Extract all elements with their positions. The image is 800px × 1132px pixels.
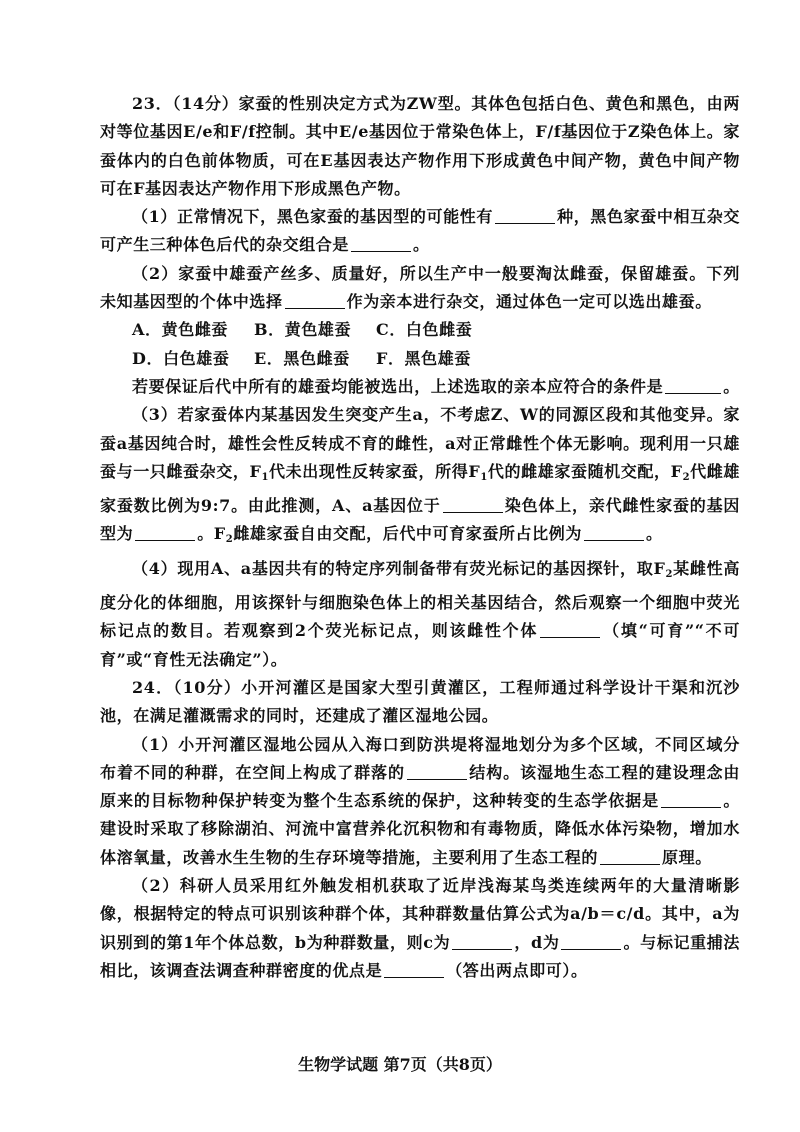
q23-part3-text-f: 。F — [197, 524, 226, 544]
q24-part2-text-a: （2）科研人员采用红外触发相机获取了近岸浅海某鸟类连续两年的大量清晰影像，根据特定的特点可识别该种群个体，其种群数量估算公式为a/b＝c/d。其中，a为识别到的第1年个体总数，b为种群数量，则c为 — [100, 876, 740, 952]
q24-part1-text-d: 原理。 — [662, 847, 712, 867]
q24-part1-text-b: 结构。该湿地生态工程的建设理念由原来的目标物种保护转变为整个生态系统的保护，这种转变的生态学依据是 — [100, 762, 740, 811]
q23-part1-text-a: （1）正常情况下，黑色家蚕的基因型的可能性有 — [132, 207, 494, 227]
answer-blank — [540, 621, 600, 638]
q24-part1-text-c: 。建设时采取了移除湖泊、河流中富营养化沉积物和有毒物质，降低水体污染物，增加水体溶氧量，改善水生生物的生存环境等措施，主要利用了生态工程的 — [100, 791, 740, 867]
answer-blank — [285, 292, 345, 309]
q23-part2-text-b: 作为亲本进行杂交，通过体色一定可以选出雄蚕。 — [346, 292, 712, 312]
answer-blank — [135, 524, 195, 541]
q23-part4-text-b: 某雌性高度分化的体细胞，用该探针与细胞染色体上的相关基因结合，然后观察一个细胞中荧光标记点的数目。若观察到2个荧光标记点，则该雌性个体 — [100, 558, 740, 641]
answer-blank — [495, 207, 555, 224]
q23-part4 — [100, 555, 740, 674]
q24-part2 — [100, 872, 740, 985]
q23-part3-text-h: 。 — [645, 524, 663, 544]
subscript: 1 — [480, 471, 488, 483]
subscript: 2 — [225, 534, 234, 546]
q23-part2-condition — [100, 373, 740, 401]
q23-part3-text-d: 代雌雄家蚕数比例为9:7。由此推测，A、a基因位于 — [100, 461, 740, 516]
q23-part3-text-a: （3）若家蚕体内某基因发生突变产生a，不考虑Z、W的同源区段和其他变异。家蚕a基因纯合时，雄性会性反转成不育的雌性，a对正常雌性个体无影响。现利用一只雄蚕与一只雌蚕杂交，F — [100, 405, 740, 481]
q23-part4-text-c: （填“可育”“不可育”或“育性无法确定”）。 — [100, 621, 740, 669]
q23-part2-text-a: （2）家蚕中雄蚕产丝多、质量好，所以生产中一般要淘汰雌蚕，保留雄蚕。下列未知基因型的个体中选择 — [100, 263, 740, 312]
q24-intro: 24．（10分）小开河灌区是国家大型引黄灌区，工程师通过科学设计干渠和沉沙池，在满足灌溉需求的同时，还建成了灌区湿地公园。 — [100, 677, 740, 726]
answer-blank — [600, 848, 660, 865]
q23-options-row-2 — [100, 345, 740, 373]
answer-blank — [351, 235, 411, 252]
page-footer: 生物学试题 第7页（共8页） — [298, 1055, 502, 1074]
answer-blank — [443, 496, 503, 513]
q24-part2-text-b: ，d为 — [514, 932, 560, 952]
q23-part4-text-a: （4）现用A、a基因共有的特定序列制备带有荧光标记的基因探针，取F — [132, 558, 666, 578]
q23-part3-text-b: 代未出现性反转家蚕，所得F — [269, 461, 481, 481]
option-d: D．白色雄蚕 — [132, 348, 230, 368]
answer-blank — [384, 961, 444, 978]
subscript: 2 — [665, 568, 674, 580]
q24-part2-text-d: （答出两点即可）。 — [446, 960, 588, 980]
q24-part1 — [100, 731, 740, 872]
option-f: F．黑色雄蚕 — [376, 348, 471, 368]
option-c: C．白色雌蚕 — [376, 320, 473, 340]
q23-part1-text-c: 。 — [413, 235, 430, 255]
answer-blank — [407, 763, 467, 780]
page-content — [100, 90, 740, 985]
option-a: A．黄色雌蚕 — [132, 320, 229, 340]
answer-blank — [665, 377, 721, 394]
option-b: B．黄色雄蚕 — [254, 320, 352, 340]
q23-part2-text-d: 。 — [723, 376, 740, 396]
q23-part3-text-g: 雌雄家蚕自由交配，后代中可育家蚕所占比例为 — [233, 524, 582, 544]
q23-intro: 23．（14分）家蚕的性别决定方式为ZW型。其体色包括白色、黄色和黑色，由两对等位基因E/e和F/f控制。其中E/e基因位于常染色体上，F/f基因位于Z染色体上。家蚕体内的白色前体物质，可在E基因表达产物作用下形成黄色中间产物，黄色中间产物可在F基因表达产物作用下形成黑色产物。 — [100, 94, 740, 198]
q24-part2-text-c: 。与标记重捕法相比，该调查法调查种群密度的优点是 — [100, 932, 741, 980]
q23-part1-text-b: 种，黑色家蚕中相互杂交可产生三种体色后代的杂交组合是 — [100, 207, 740, 255]
q23-options-row-1 — [100, 316, 740, 344]
q23-part3 — [100, 401, 740, 554]
option-e: E．黑色雌蚕 — [254, 348, 350, 368]
q23-part2-text-c: 若要保证后代中所有的雄蚕均能被选出，上述选取的亲本应符合的条件是 — [132, 376, 664, 396]
q23-part3-text-c: 代的雌雄家蚕随机交配，F — [487, 461, 683, 481]
q23-part1 — [100, 203, 740, 260]
q23-part3-text-e: 染色体上，亲代雌性家蚕的基因型为 — [100, 496, 740, 544]
q24-part1-text-a: （1）小开河灌区湿地公园从入海口到防洪堤将湿地划分为多个区域，不同区域分布着不同的种群，在空间上构成了群落的 — [100, 734, 740, 782]
answer-blank — [661, 791, 721, 808]
subscript: 1 — [261, 471, 270, 483]
subscript: 2 — [682, 471, 691, 483]
q23-part2 — [100, 260, 740, 317]
answer-blank — [452, 933, 512, 950]
answer-blank — [584, 524, 644, 541]
answer-blank — [561, 933, 621, 950]
